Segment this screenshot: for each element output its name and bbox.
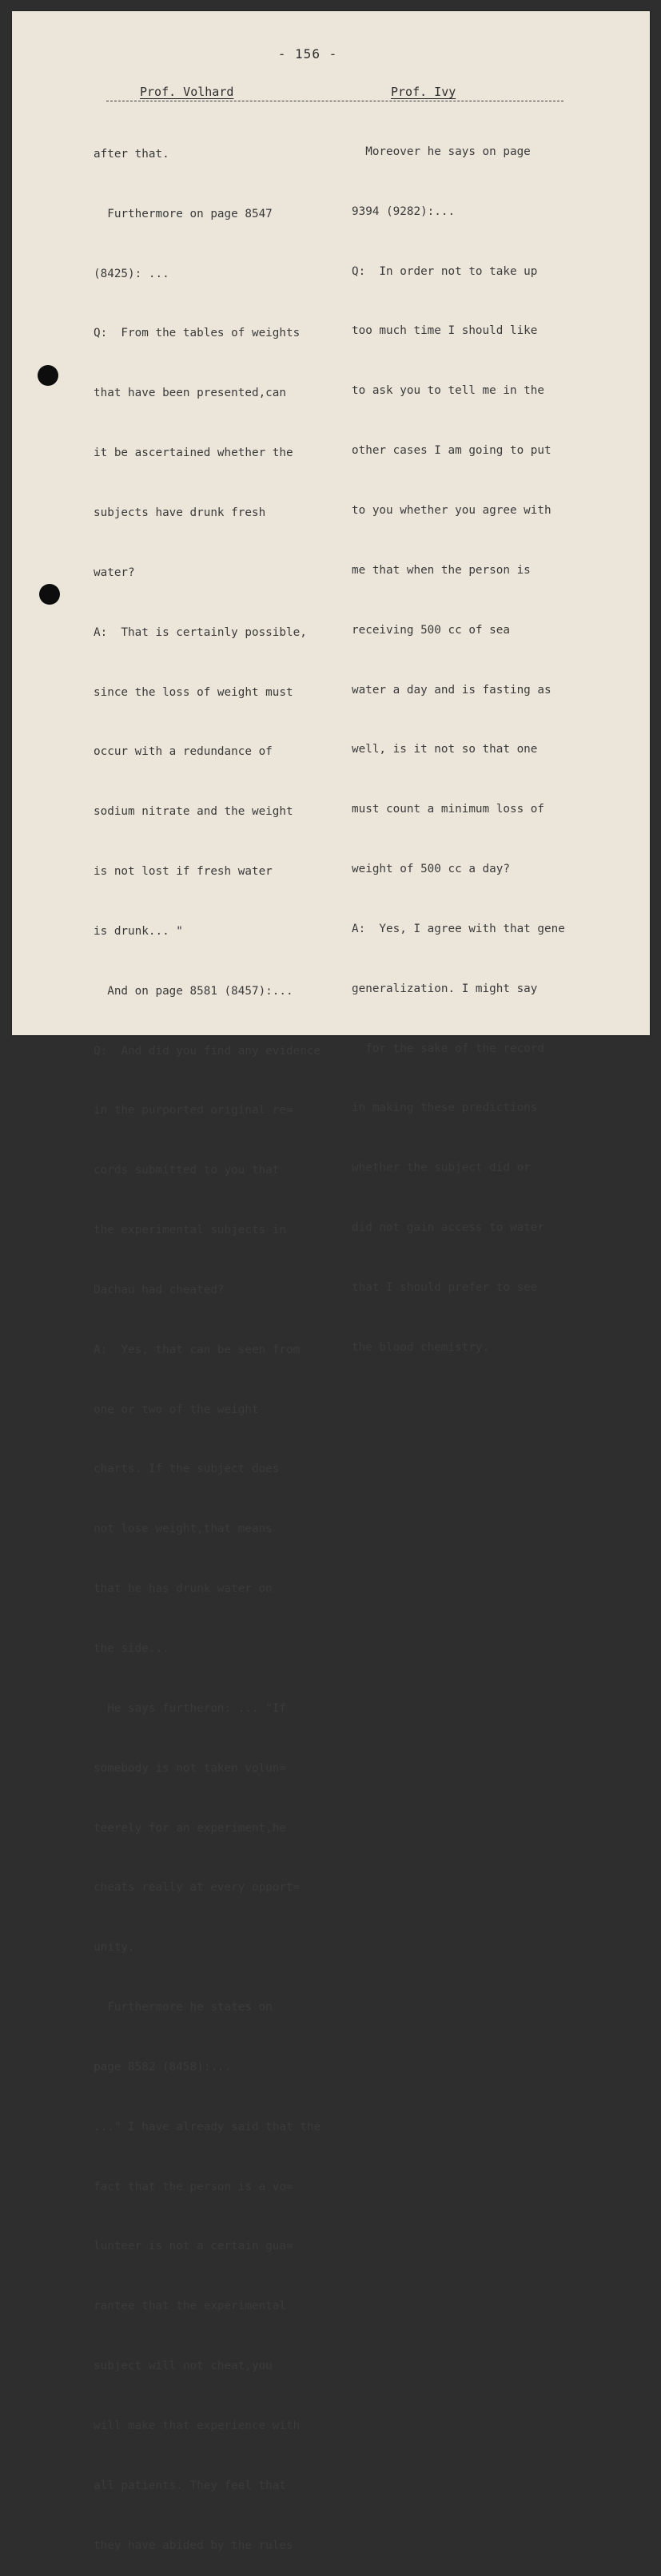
text-line: unity. — [94, 1941, 135, 1955]
text-line: 9394 (9282):... — [352, 204, 456, 218]
text-line: Furthermore on page 8547 — [94, 207, 273, 220]
text-line: cords submitted to you that — [94, 1164, 280, 1177]
text-line: (8425): ... — [94, 267, 169, 280]
text-line: somebody is not taken volun= — [94, 1761, 287, 1775]
text-line: whether the subject did or — [352, 1161, 531, 1175]
text-line: the experimental subjects in — [94, 1224, 287, 1237]
text-line: A: That is certainly possible, — [94, 625, 307, 639]
text-line: fact that the person is a vo= — [94, 2180, 293, 2193]
text-line: is drunk... " — [94, 924, 183, 938]
text-line: lunteer is not a certain gua= — [94, 2240, 293, 2253]
text-line: after that. — [94, 147, 169, 161]
text-line: the blood chemistry. — [352, 1340, 490, 1354]
text-line: Furthermore he states on — [94, 2001, 273, 2014]
header-right-speaker: Prof. Ivy — [391, 85, 456, 99]
text-line: it be ascertained whether the — [94, 447, 293, 460]
text-line: to you whether you agree with — [352, 503, 551, 517]
page-number: - 156 - — [277, 46, 338, 62]
text-line: He says furtheron: ... "If — [94, 1701, 287, 1715]
text-line: they have abided by the rules — [94, 2538, 293, 2552]
text-line: since the loss of weight must — [94, 685, 293, 699]
left-column — [94, 105, 321, 2576]
text-line: one or two of the weight — [94, 1403, 259, 1416]
text-line: me that when the person is — [352, 563, 531, 577]
text-line: that he has drunk water on — [94, 1582, 273, 1596]
text-line: will make that experience with — [94, 2419, 301, 2432]
right-column — [352, 102, 565, 1378]
text-line: generalization. I might say — [352, 982, 538, 995]
text-line: too much time I should like — [352, 324, 538, 338]
text-line: all patients. They feel that — [94, 2479, 287, 2492]
text-line: subjects have drunk fresh — [94, 506, 266, 519]
text-line: occur with a redundance of — [94, 745, 273, 759]
text-line: subject will not cheat,you — [94, 2360, 273, 2373]
text-line: water? — [94, 566, 135, 579]
text-line: Q: And did you find any evidence — [94, 1044, 321, 1058]
text-line: in the purported original re= — [94, 1104, 293, 1117]
text-line: ..." I have already said that the — [94, 2120, 321, 2133]
text-line: to ask you to tell me in the — [352, 384, 545, 398]
text-line: teerely for an experiment,he — [94, 1821, 287, 1835]
text-line: must count a minimum loss of — [352, 803, 545, 816]
punch-hole — [38, 365, 58, 386]
text-line: charts. If the subject does — [94, 1463, 280, 1476]
text-line: Dachau had cheated? — [94, 1283, 225, 1296]
text-line: in making these predictions — [352, 1101, 538, 1115]
text-line: that have been presented,can — [94, 387, 287, 400]
text-line: well, is it not so that one — [352, 743, 538, 756]
text-line: for the sake of the record — [352, 1042, 545, 1055]
text-line: Moreover he says on page — [352, 145, 531, 158]
text-line: rantee that the experimental — [94, 2300, 287, 2313]
text-line: Q: From the tables of weights — [94, 327, 301, 340]
text-line: A: Yes, that can be seen from — [94, 1343, 301, 1356]
text-line: is not lost if fresh water — [94, 865, 273, 879]
text-line: did not gain access to water — [352, 1221, 545, 1235]
text-line: weight of 500 cc a day? — [352, 863, 510, 876]
text-line: And on page 8581 (8457):... — [94, 984, 293, 998]
text-line: page 8582 (8458):... — [94, 2060, 232, 2074]
text-line: other cases I am going to put — [352, 444, 551, 458]
text-line: Q: In order not to take up — [352, 264, 538, 278]
text-line: cheats really at every opport= — [94, 1881, 301, 1895]
text-line: that I should prefer to see — [352, 1280, 538, 1294]
text-line: the side... — [94, 1642, 169, 1655]
text-line: not lose weight,that means — [94, 1522, 273, 1536]
text-line: receiving 500 cc of sea — [352, 623, 510, 637]
header-left-speaker: Prof. Volhard — [140, 85, 234, 99]
text-line: A: Yes, I agree with that gene — [352, 922, 565, 935]
text-line: water a day and is fasting as — [352, 683, 551, 697]
punch-hole — [39, 584, 60, 605]
text-line: sodium nitrate and the weight — [94, 805, 293, 819]
